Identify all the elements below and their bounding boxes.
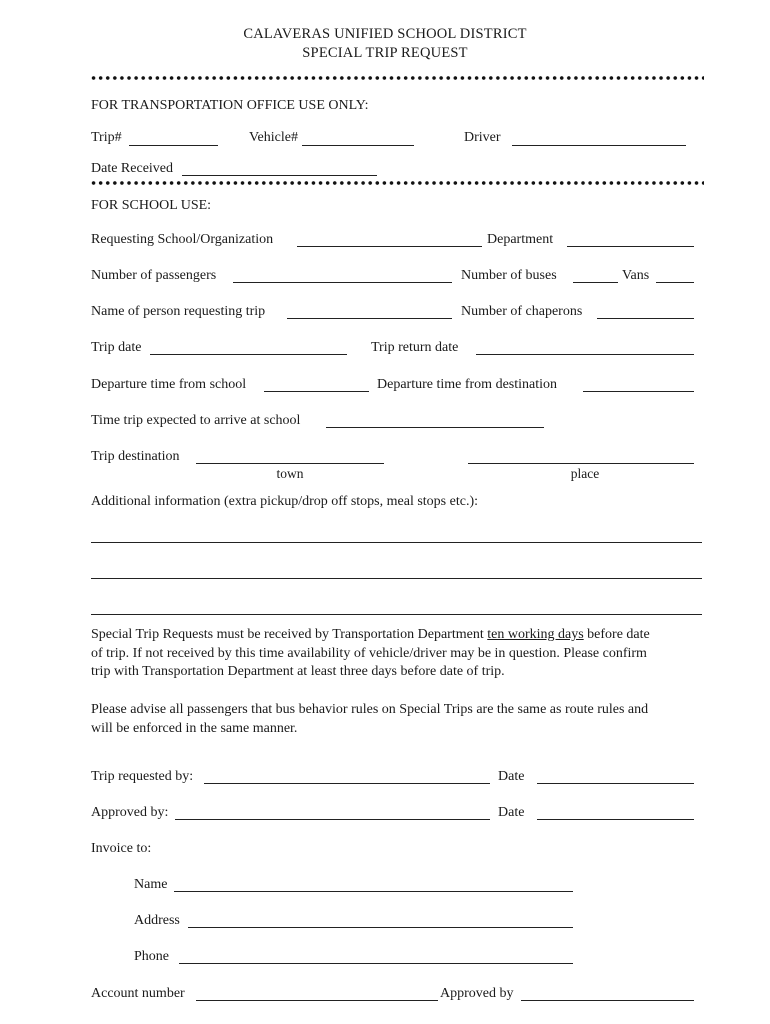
vehicle-number-field[interactable] xyxy=(302,145,414,146)
departure-destination-label: Departure time from destination xyxy=(377,377,557,392)
departure-school-field[interactable] xyxy=(264,391,369,392)
invoice-phone-label: Phone xyxy=(134,949,169,964)
account-approved-by-field[interactable] xyxy=(521,1000,694,1001)
invoice-name-field[interactable] xyxy=(174,891,573,892)
office-section-heading: FOR TRANSPORTATION OFFICE USE ONLY: xyxy=(91,98,369,113)
approved-date-label: Date xyxy=(498,805,525,820)
invoice-phone-field[interactable] xyxy=(179,963,573,964)
requester-name-field[interactable] xyxy=(287,318,452,319)
dotted-divider xyxy=(90,75,704,81)
departure-destination-field[interactable] xyxy=(583,391,694,392)
account-approved-by-label: Approved by xyxy=(440,986,514,1001)
additional-info-line-3[interactable] xyxy=(91,614,702,615)
passengers-label: Number of passengers xyxy=(91,268,217,283)
department-field[interactable] xyxy=(567,246,694,247)
requested-date-label: Date xyxy=(498,769,525,784)
trip-number-label: Trip# xyxy=(91,130,122,145)
account-number-label: Account number xyxy=(91,986,185,1001)
destination-label: Trip destination xyxy=(91,449,180,464)
driver-label: Driver xyxy=(464,130,501,145)
town-caption: town xyxy=(276,466,304,481)
buses-field[interactable] xyxy=(573,282,618,283)
destination-town-field[interactable] xyxy=(196,463,384,464)
date-received-label: Date Received xyxy=(91,161,174,176)
approved-date-field[interactable] xyxy=(537,819,694,820)
account-number-field[interactable] xyxy=(196,1000,438,1001)
invoice-address-label: Address xyxy=(134,913,180,928)
notice-paragraph-1: Special Trip Requests must be received by Transportation Department ten working days before date of trip. If not received by this time availability of vehicle/driver may be in question. Please confirm trip with Transportation Department at least three days before date of trip. xyxy=(91,627,650,679)
approved-by-field[interactable] xyxy=(175,819,490,820)
district-name: CALAVERAS UNIFIED SCHOOL DISTRICT xyxy=(243,26,527,42)
return-date-field[interactable] xyxy=(476,354,694,355)
additional-info-line-1[interactable] xyxy=(91,542,702,543)
invoice-address-field[interactable] xyxy=(188,927,573,928)
trip-date-label: Trip date xyxy=(91,340,142,355)
arrive-school-label: Time trip expected to arrive at school xyxy=(91,413,301,428)
vans-field[interactable] xyxy=(656,282,694,283)
departure-school-label: Departure time from school xyxy=(91,377,247,392)
requested-date-field[interactable] xyxy=(537,783,694,784)
requesting-school-field[interactable] xyxy=(297,246,482,247)
passengers-field[interactable] xyxy=(233,282,452,283)
requested-by-field[interactable] xyxy=(204,783,490,784)
buses-label: Number of buses xyxy=(461,268,557,283)
form-title: SPECIAL TRIP REQUEST xyxy=(302,45,468,61)
requested-by-label: Trip requested by: xyxy=(91,769,194,784)
driver-field[interactable] xyxy=(512,145,686,146)
destination-place-field[interactable] xyxy=(468,463,694,464)
school-section-heading: FOR SCHOOL USE: xyxy=(91,198,212,213)
chaperons-field[interactable] xyxy=(597,318,694,319)
return-date-label: Trip return date xyxy=(371,340,459,355)
approved-by-label: Approved by: xyxy=(91,805,169,820)
dotted-divider xyxy=(90,180,704,186)
trip-date-field[interactable] xyxy=(150,354,347,355)
arrive-school-field[interactable] xyxy=(326,427,544,428)
notice-paragraph-2: Please advise all passengers that bus behavior rules on Special Trips are the same as route rules and will be enforced in the same manner. xyxy=(91,702,649,736)
trip-number-field[interactable] xyxy=(129,145,218,146)
place-caption: place xyxy=(570,466,600,481)
additional-info-label: Additional information (extra pickup/drop off stops, meal stops etc.): xyxy=(91,494,478,509)
vans-label: Vans xyxy=(622,268,650,283)
requesting-school-label: Requesting School/Organization xyxy=(91,232,274,247)
invoice-heading: Invoice to: xyxy=(91,841,152,856)
vehicle-number-label: Vehicle# xyxy=(249,130,298,145)
requester-name-label: Name of person requesting trip xyxy=(91,304,266,319)
department-label: Department xyxy=(487,232,554,247)
date-received-field[interactable] xyxy=(182,175,377,176)
chaperons-label: Number of chaperons xyxy=(461,304,583,319)
ten-working-days-emphasis: ten working days xyxy=(487,627,584,642)
additional-info-line-2[interactable] xyxy=(91,578,702,579)
invoice-name-label: Name xyxy=(134,877,168,892)
